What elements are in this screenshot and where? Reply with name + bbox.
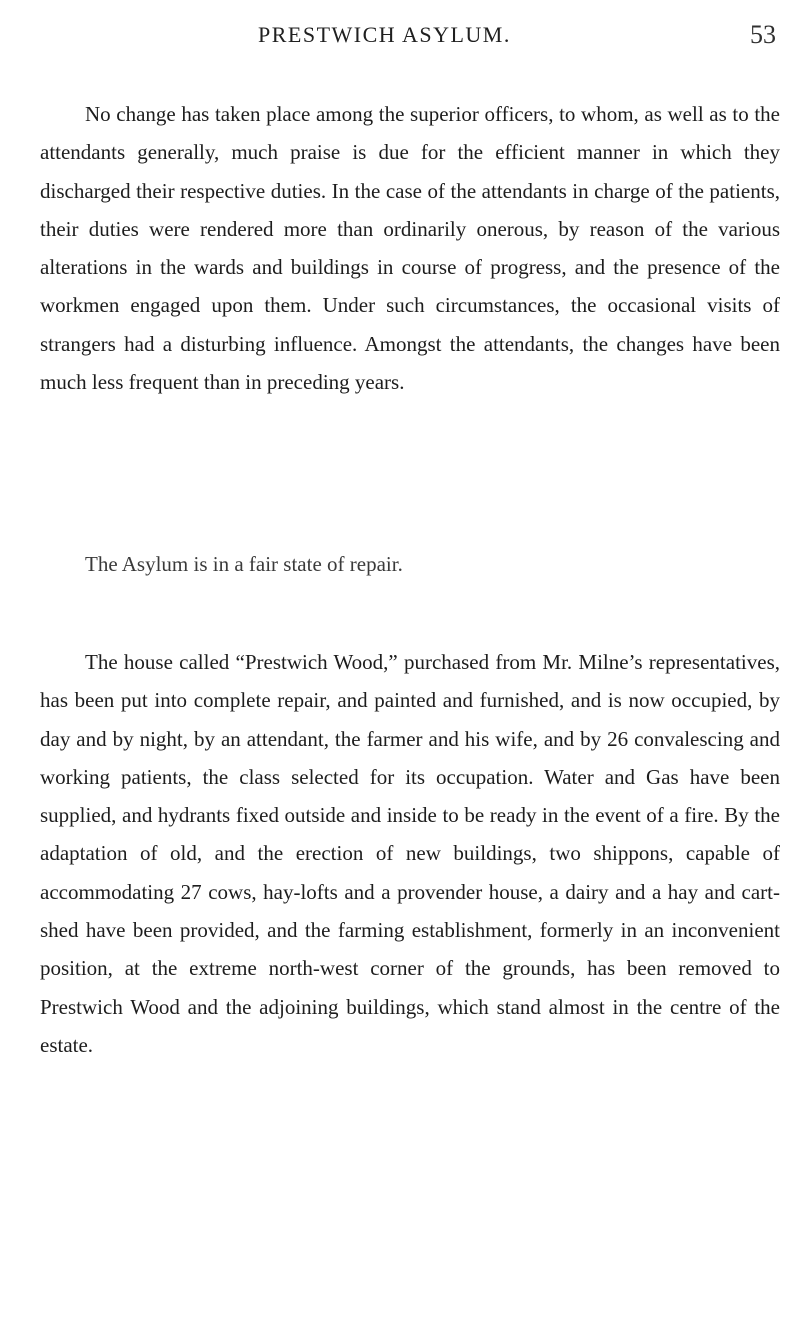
paragraph-repair: The Asylum is in a fair state of repair.: [85, 552, 403, 576]
page-number: 53: [750, 20, 776, 49]
paragraph-officers: No change has taken place among the superior officers, to whom, as well as to the attendants generally, much praise is due for the efficient manner in which they discharged their respective duties. In the case of the attendants in charge of the patients, their duties were rendered more than ordinarily onerous, by reason of the various alterations in the wards and buildings in course of progress, and the presence of the workmen engaged upon them. Under such circumstances, the occasional visits of strangers had a disturbing influence. Amongst the attendants, the changes have been much less frequent than in preceding years.: [40, 102, 780, 395]
running-head: PRESTWICH ASYLUM.: [258, 22, 511, 47]
page-header: [0, 18, 800, 58]
paragraph-prestwich-wood: The house called “Prestwich Wood,” purchased from Mr. Milne’s representatives, has been put into complete repair, and painted and furnished, and is now occupied, by day and by night, by an attendant, the farmer and his wife, and by 26 convalescing and working patients, the class selected for its occupation. Water and Gas have been supplied, and hydrants fixed outside and inside to be ready in the event of a fire. By the adaptation of old, and the erection of new buildings, two shippons, capable of accommodating 27 cows, hay-lofts and a provender house, a dairy and a hay and cart-shed have been provided, and the farming establishment, formerly in an inconvenient position, at the extreme north-west corner of the grounds, has been removed to Prestwich Wood and the adjoining buildings, which stand almost in the centre of the estate.: [40, 650, 780, 1057]
